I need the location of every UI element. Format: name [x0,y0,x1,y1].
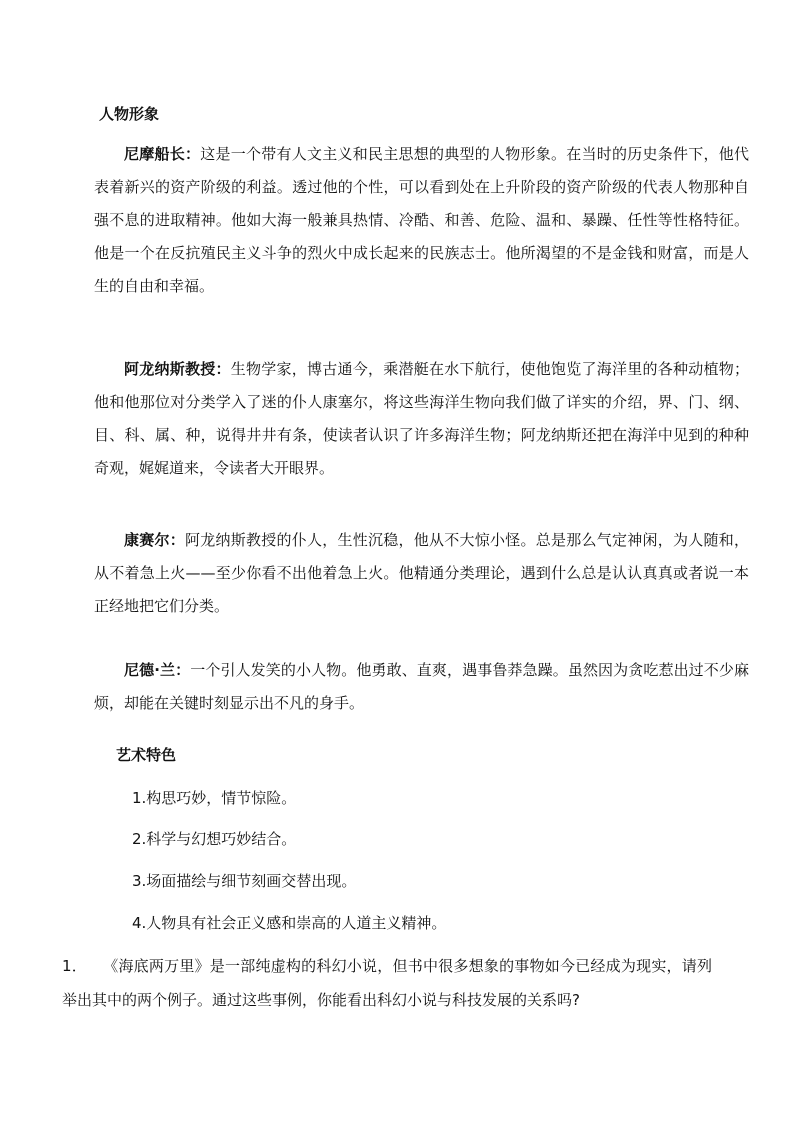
character-description: 这是一个带有人文主义和民主思想的典型的人物形象。在当时的历史条件下，他代表着新兴的资产阶级的利益。透过他的个性，可以看到处在上升阶段的资产阶级的代表人物那种自强不息的进取精神。他如大海一般兼具热情、冷酷、和善、危险、温和、暴躁、任性等性格特征。他是一个在反抗殖民主义斗争的烈火中成长起来的民族志士。他所渴望的不是金钱和财富，而是人生的自由和幸福。 [94,145,749,295]
art-feature-item: 4.人物具有社会正义感和崇高的人道主义精神。 [132,914,447,932]
question-text: 《海底两万里》是一部纯虚构的科幻小说，但书中很多想象的事物如今已经成为现实，请列举出其中的两个例子。通过这些事例，你能看出科幻小说与科技发展的关系吗? [62,957,712,1009]
section-heading-characters: 人物形象 [99,105,160,123]
character-paragraph-ned-land [94,654,749,720]
art-feature-item: 1.构思巧妙，情节惊险。 [132,789,297,807]
character-name: 康赛尔： [124,531,185,549]
character-description: 阿龙纳斯教授的仆人，生性沉稳，他从不大惊小怪。总是那么气定神闲，为人随和，从不着急上火——至少你看不出他着急上火。他精通分类理论，遇到什么总是认认真真或者说一本正经地把它们分类。 [94,531,749,615]
question-number: 1． [62,957,87,975]
character-name: 尼摩船长： [124,145,201,163]
section-heading-art: 艺术特色 [116,746,177,764]
question-item [62,949,712,1017]
character-paragraph-aronnax [94,353,749,485]
art-feature-item: 3.场面描绘与细节刻画交替出现。 [132,872,357,890]
character-paragraph-nemo [94,138,749,303]
character-name: 尼德·兰： [124,661,191,679]
art-feature-item: 2.科学与幻想巧妙结合。 [132,830,297,848]
character-description: 一个引人发笑的小人物。他勇敢、直爽，遇事鲁莽急躁。虽然因为贪吃惹出过不少麻烦，却能在关键时刻显示出不凡的身手。 [94,661,749,712]
character-description: 生物学家，博古通今，乘潜艇在水下航行，使他饱览了海洋里的各种动植物；他和他那位对分类学入了迷的仆人康塞尔，将这些海洋生物向我们做了详实的介绍，界、门、纲、目、科、属、种，说得井井有条，使读者认识了许多海洋生物；阿龙纳斯还把在海洋中见到的种种奇观，娓娓道来，令读者大开眼界。 [94,360,749,477]
character-name: 阿龙纳斯教授： [124,360,231,378]
character-paragraph-conseil [94,524,749,623]
